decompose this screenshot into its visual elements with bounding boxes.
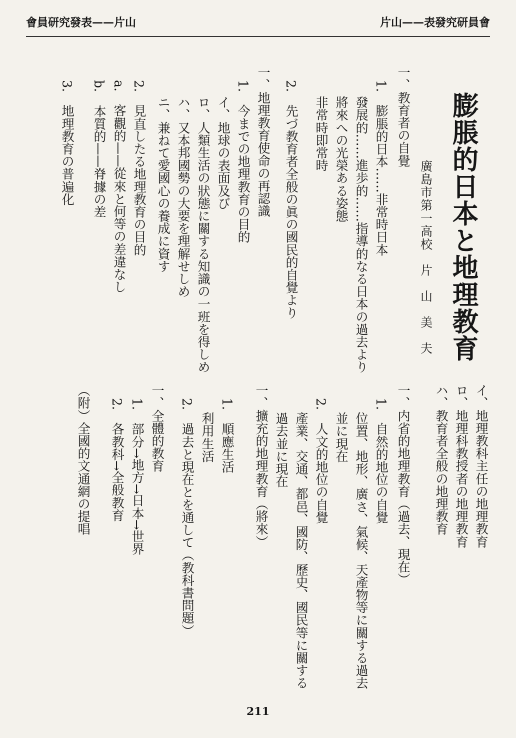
- text-column: 一、教育者の自覺: [395, 66, 411, 167]
- header-rule: [26, 36, 490, 37]
- text-column: 一、地理教育使命の再認識: [255, 66, 271, 218]
- text-column: 一、内省的地理教育（過去、現在）: [395, 384, 411, 586]
- text-column: 1. 部分→地方→日本→世界: [129, 398, 145, 556]
- author-line: 廣島市第一高校 片 山 美 夫: [419, 160, 433, 355]
- page-number: 211: [246, 705, 270, 718]
- text-column: 一、擴充的地理教育（將來）: [253, 384, 269, 548]
- text-column: イ、地理教科主任の地理教育: [473, 384, 489, 548]
- text-column: ロ、人類生活の狀態に關する知識の一班を得しめ: [195, 96, 211, 374]
- text-column: 發展的……進歩的……指導的なる日本の過去より: [353, 96, 369, 374]
- text-column: a. 客觀的——從來と何等の差違なし: [111, 80, 127, 294]
- text-column: 並に現在: [333, 412, 349, 463]
- text-column: 1. 今までの地理教育の目的: [235, 80, 251, 244]
- text-column: 一、全體的教育: [149, 384, 165, 473]
- article-title: 膨脹的日本と地理教育: [448, 92, 478, 362]
- text-column: イ、地球の表面及び: [215, 96, 231, 210]
- text-column: 2. 人文的地位の自覺: [313, 398, 329, 524]
- text-column: 1. 自然的地位の自覺: [373, 398, 389, 524]
- text-column: 2. 見直したる地理教育の目的: [131, 80, 147, 256]
- text-column: 過去並に現在: [273, 412, 289, 488]
- running-header: [26, 14, 490, 34]
- text-column: 1. 順應生活: [219, 398, 235, 474]
- text-column: 位置、地形、廣さ、氣候、天產物等に關する過去: [353, 412, 369, 690]
- text-column: 2. 過去と現在とを通して（教科書問題）: [179, 398, 195, 637]
- text-column: 3. 地理教育の普遍化: [59, 80, 75, 206]
- text-column: 將來への光榮ある姿態: [333, 96, 349, 222]
- running-header-right: 片山——表發究研員會: [380, 16, 490, 29]
- text-column: 利用生活: [199, 412, 215, 463]
- text-column: ハ、又本邦國勢の大要を理解せしめ: [175, 96, 191, 298]
- text-column: ニ、兼ねて愛國心の養成に資す: [155, 96, 171, 273]
- text-column: 2. 先づ教育者全般の眞の國民的自覺より: [283, 80, 299, 319]
- text-column: b. 本質的——脊據の差: [91, 80, 107, 219]
- text-column: 非常時即常時: [313, 96, 329, 172]
- text-column: ハ、教育者全般の地理教育: [433, 384, 449, 536]
- text-column: 產業、交通、都邑、國防、歷史、國民等に關する: [293, 412, 309, 690]
- text-column: 1. 膨脹的日本……非常時日本: [373, 80, 389, 256]
- text-column: ロ、地理科教授者の地理教育: [453, 384, 469, 548]
- text-column: 2. 各教科→全般教育: [109, 398, 125, 522]
- text-column: （附）全國的文通網の提唱: [75, 384, 91, 536]
- running-header-left: 會員研究發表——片山: [26, 16, 136, 29]
